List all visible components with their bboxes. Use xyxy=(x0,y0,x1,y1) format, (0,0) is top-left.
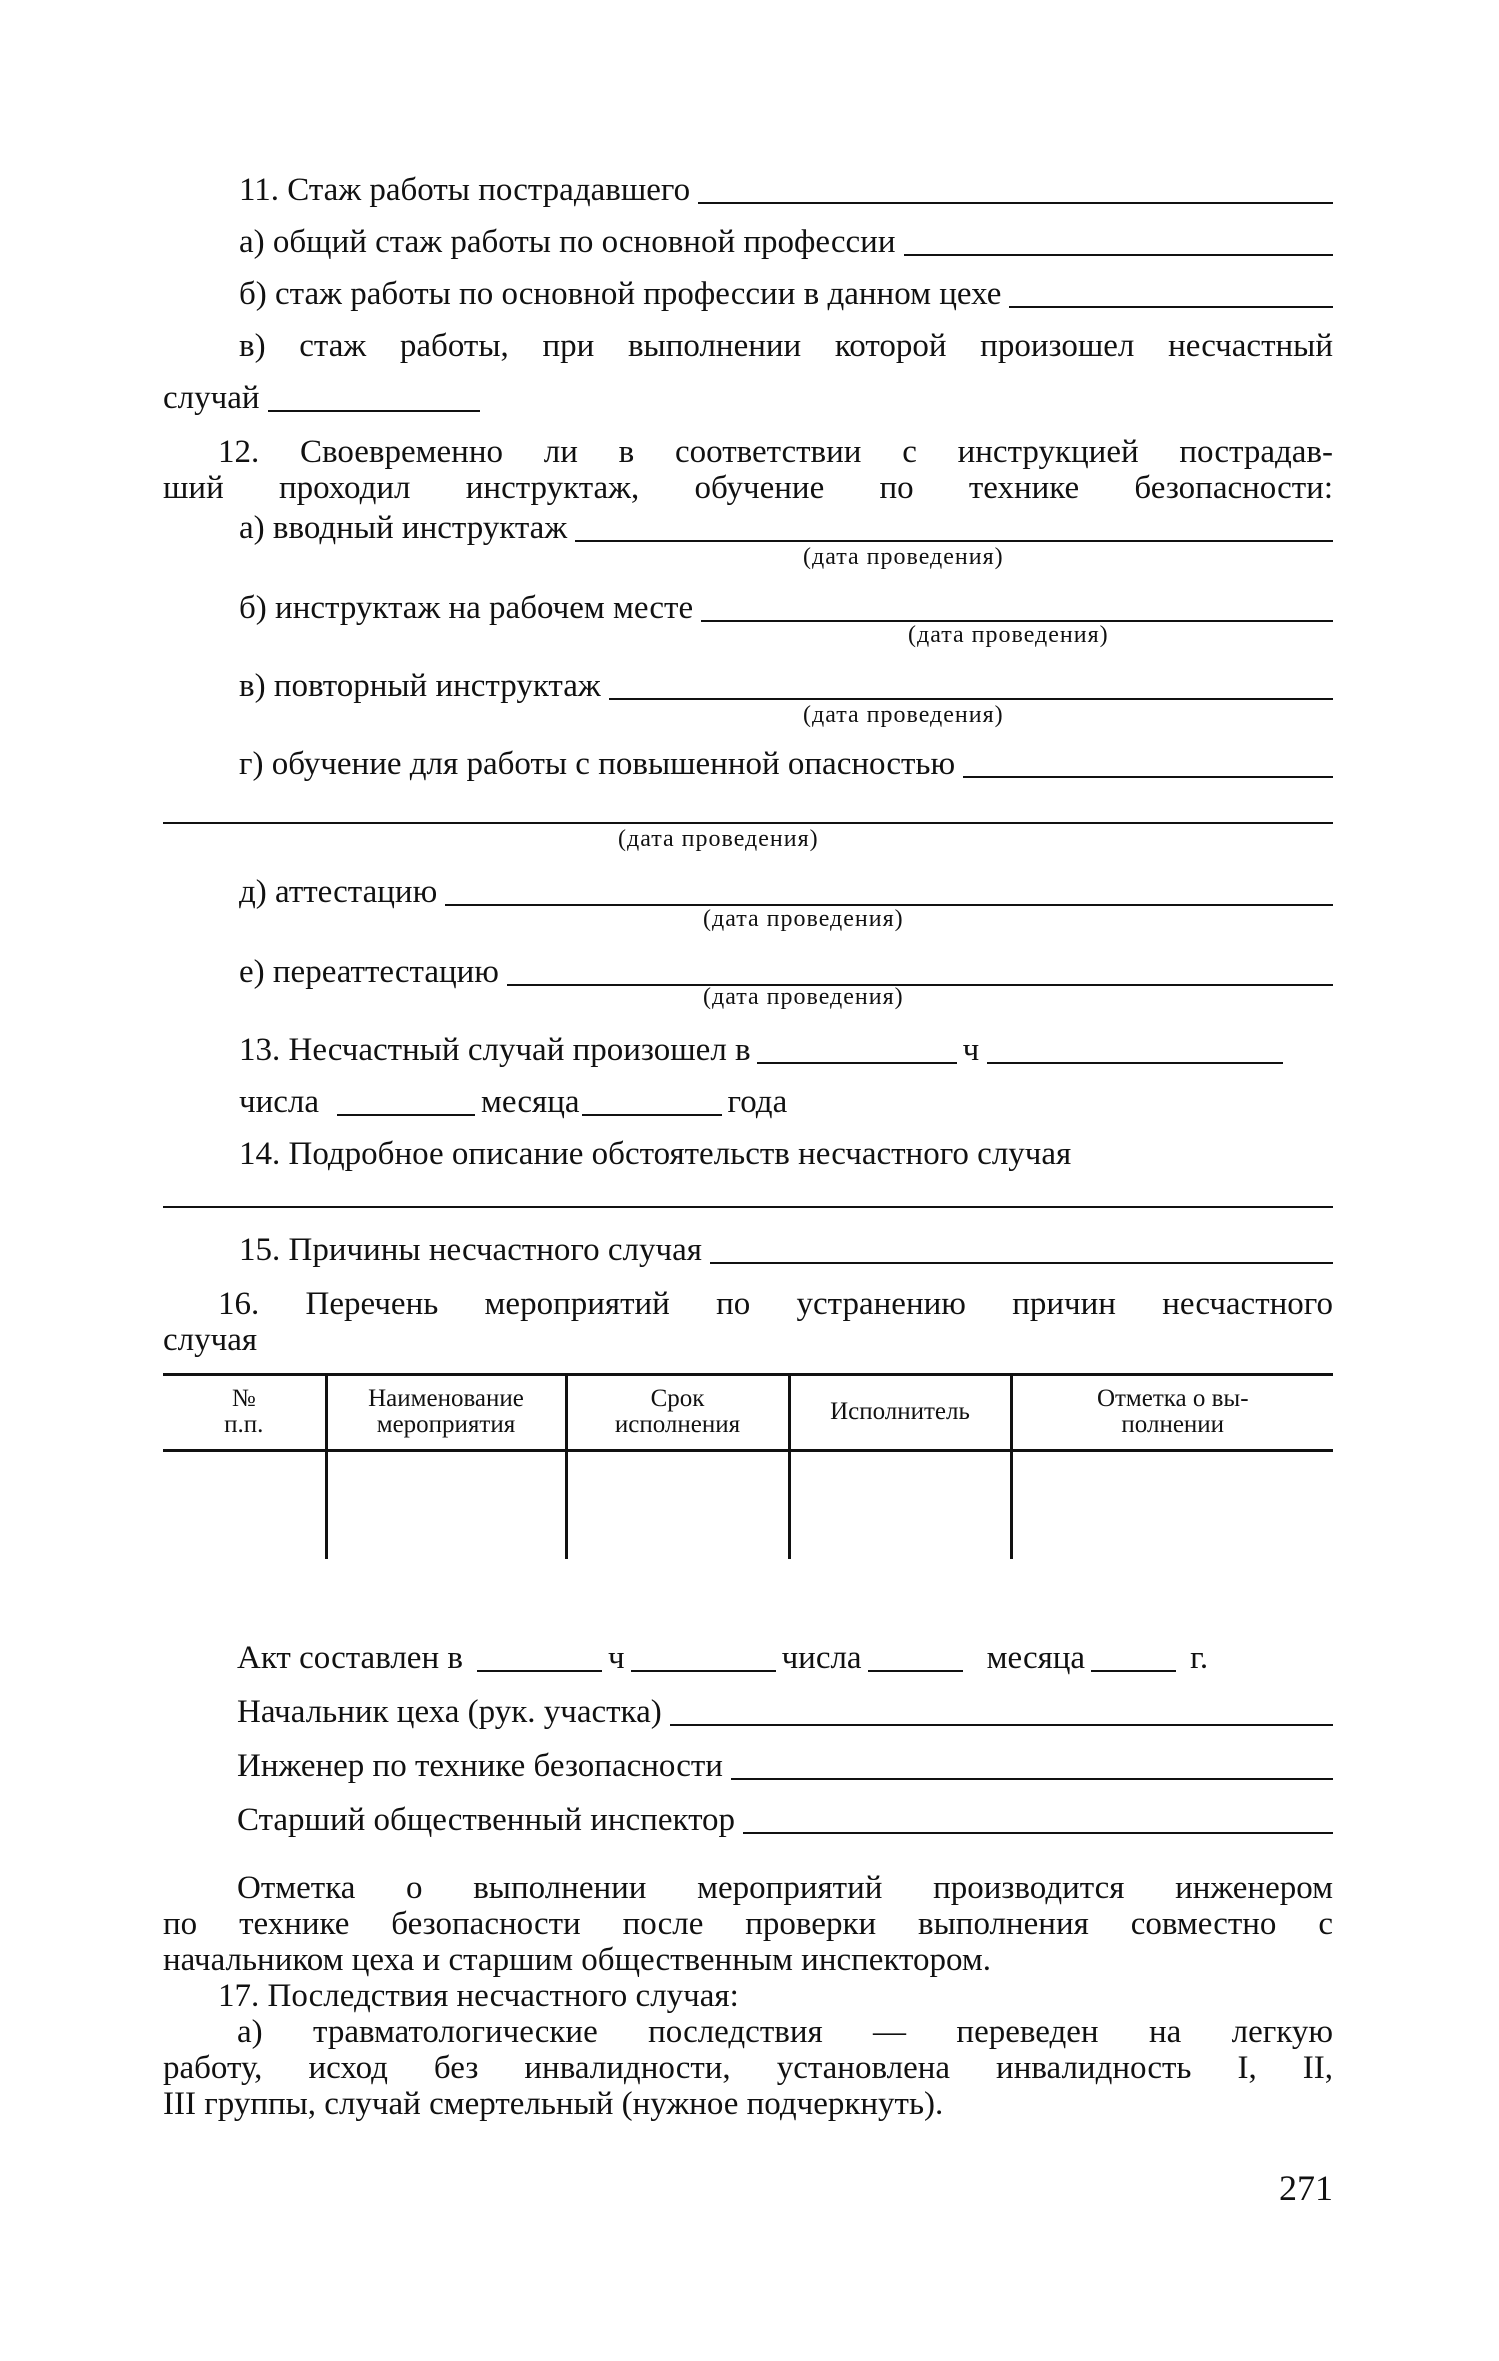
s12-e-label: е) переаттестацию xyxy=(239,954,499,990)
s13-year-label: года xyxy=(727,1084,788,1120)
s14-field-line[interactable] xyxy=(163,1206,1333,1208)
s11-v-cont-row xyxy=(163,380,1333,418)
s13-time-field[interactable] xyxy=(757,1062,957,1064)
col-name-header: Наименование мероприятия xyxy=(326,1375,566,1451)
s12-e-field[interactable] xyxy=(507,984,1333,986)
cell-deadline[interactable] xyxy=(566,1450,789,1559)
s14-label: 14. Подробное описание обстоятельств несчастного случая xyxy=(239,1136,1072,1172)
s13-row2 xyxy=(239,1084,1333,1122)
s14-row xyxy=(239,1136,1333,1174)
s12-a-label: а) вводный инструктаж xyxy=(239,510,568,546)
s12-a-field[interactable] xyxy=(575,540,1333,542)
s12-v-row xyxy=(239,668,1333,706)
page-number: 271 xyxy=(1279,2168,1333,2208)
col-number-header: № п.п. xyxy=(224,1385,264,1439)
chief-field[interactable] xyxy=(670,1724,1333,1726)
s12-g-row xyxy=(239,746,1333,784)
act-row xyxy=(237,1640,1333,1678)
s15-field[interactable] xyxy=(710,1262,1333,1264)
note-line-2: по технике безопасности после проверки выполнения совместно с xyxy=(163,1906,1333,1942)
engineer-row xyxy=(237,1748,1333,1786)
engineer-label: Инженер по технике безопасности xyxy=(237,1748,723,1784)
s13-day-label: числа xyxy=(239,1084,320,1120)
s11-v-field[interactable] xyxy=(268,410,480,412)
s12-a-row xyxy=(239,510,1333,548)
measures-table xyxy=(163,1373,1333,1559)
act-month-field[interactable] xyxy=(1091,1670,1176,1672)
act-year-label: г. xyxy=(1190,1640,1209,1676)
s11-title-row xyxy=(239,172,1333,210)
measures-table-header xyxy=(163,1375,1333,1451)
s13-hour-label: ч xyxy=(962,1032,980,1068)
s12-g-caption: (дата проведения) xyxy=(618,826,819,852)
cell-name[interactable] xyxy=(326,1450,566,1559)
s11-b-label: б) стаж работы по основной профессии в данном цехе xyxy=(239,276,1002,312)
act-time-field[interactable] xyxy=(477,1670,602,1672)
act-hour-label: ч xyxy=(607,1640,625,1676)
note-line-1: Отметка о выполнении мероприятий производится инженером xyxy=(237,1870,1333,1906)
col-completion-header: Отметка о вы- полнении xyxy=(1011,1375,1333,1451)
s12-v-field[interactable] xyxy=(609,698,1333,700)
s11-v-label: в) стаж работы, при выполнении которой произошел несчастный xyxy=(239,328,1333,364)
s12-b-row xyxy=(239,590,1333,628)
engineer-field[interactable] xyxy=(731,1778,1333,1780)
s16-line1: 16. Перечень мероприятий по устранению причин несчастного xyxy=(218,1286,1333,1322)
col-deadline-header: Срок исполнения xyxy=(566,1375,789,1451)
s11-b-row xyxy=(239,276,1333,314)
s13-minute-field[interactable] xyxy=(987,1062,1283,1064)
s12-g-label: г) обучение для работы с повышенной опасностью xyxy=(239,746,956,782)
inspector-label: Старший общественный инспектор xyxy=(237,1802,736,1838)
cell-number[interactable] xyxy=(163,1450,326,1559)
s11-a-label: а) общий стаж работы по основной профессии xyxy=(239,224,896,260)
s12-v-label: в) повторный инструктаж xyxy=(239,668,601,704)
document-page xyxy=(163,0,1333,2361)
s12-v-caption: (дата проведения) xyxy=(803,702,1004,728)
chief-label: Начальник цеха (рук. участка) xyxy=(237,1694,662,1730)
s12-g-field[interactable] xyxy=(963,776,1333,778)
s17-line-2: работу, исход без инвалидности, установлена инвалидность I, II, xyxy=(163,2050,1333,2086)
s11-a-field[interactable] xyxy=(904,254,1334,256)
s11-title: 11. Стаж работы пострадавшего xyxy=(239,172,691,208)
s12-a-caption: (дата проведения) xyxy=(803,544,1004,570)
s11-v-cont-label: случай xyxy=(163,380,260,416)
inspector-row xyxy=(237,1802,1333,1840)
s12-b-label: б) инструктаж на рабочем месте xyxy=(239,590,694,626)
s12-d-label: д) аттестацию xyxy=(239,874,438,910)
s12-line1: 12. Своевременно ли в соответствии с инструкцией пострадав- xyxy=(218,434,1333,470)
inspector-field[interactable] xyxy=(743,1832,1333,1834)
s16-line2: случая xyxy=(163,1322,258,1358)
s15-label: 15. Причины несчастного случая xyxy=(239,1232,702,1268)
act-month-label: месяца xyxy=(986,1640,1086,1676)
act-day-label: числа xyxy=(781,1640,862,1676)
s11-a-row xyxy=(239,224,1333,262)
s13-month-label: месяца xyxy=(481,1084,580,1120)
s13-label: 13. Несчастный случай произошел в xyxy=(239,1032,751,1068)
s12-d-caption: (дата проведения) xyxy=(703,906,904,932)
s13-month-field[interactable] xyxy=(582,1114,722,1116)
note-line-3: начальником цеха и старшим общественным инспектором. xyxy=(163,1942,992,1978)
s13-row1 xyxy=(239,1032,1283,1070)
table-row xyxy=(163,1450,1333,1559)
s12-line2: ший проходил инструктаж, обучение по технике безопасности: xyxy=(163,470,1333,506)
s17-title: 17. Последствия несчастного случая: xyxy=(218,1978,739,2014)
s11-title-field[interactable] xyxy=(698,202,1333,204)
s12-b-caption: (дата проведения) xyxy=(908,622,1109,648)
s17-line-1: а) травматологические последствия — переведен на легкую xyxy=(237,2014,1333,2050)
s17-line-3: III группы, случай смертельный (нужное подчеркнуть). xyxy=(163,2086,944,2122)
act-day-field[interactable] xyxy=(868,1670,963,1672)
cell-executor[interactable] xyxy=(789,1450,1011,1559)
s13-day-field[interactable] xyxy=(337,1114,475,1116)
s15-row xyxy=(239,1232,1333,1270)
act-label: Акт составлен в xyxy=(237,1640,463,1676)
s11-b-field[interactable] xyxy=(1009,306,1333,308)
s12-e-caption: (дата проведения) xyxy=(703,984,904,1010)
s12-g-field-line[interactable] xyxy=(163,822,1333,824)
cell-completion[interactable] xyxy=(1011,1450,1333,1559)
act-minute-field[interactable] xyxy=(631,1670,776,1672)
col-executor-header: Исполнитель xyxy=(789,1375,1011,1451)
chief-row xyxy=(237,1694,1333,1732)
